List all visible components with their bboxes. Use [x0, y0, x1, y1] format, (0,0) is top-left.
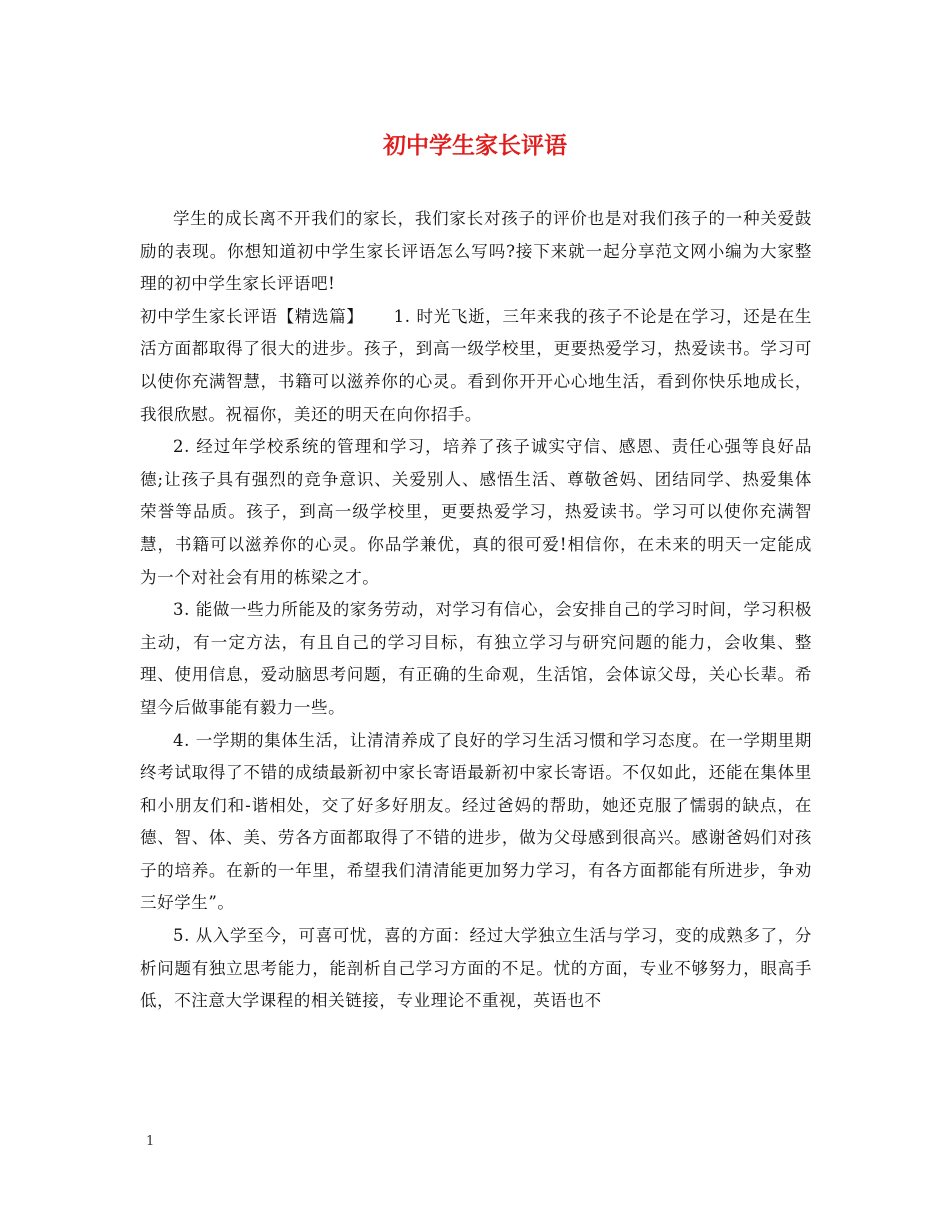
- document-body: [140, 203, 812, 1018]
- item-5-paragraph: 5. 从入学至今，可喜可忧，喜的方面：经过大学独立生活与学习，变的成熟多了，分析问题有独立思考能力，能剖析自己学习方面的不足。忧的方面，专业不够努力，眼高手低，不注意大学课程的相关链接，专业理论不重视，英语也不: [140, 926, 812, 1011]
- document-title: 初中学生家长评语: [383, 132, 567, 159]
- page-number: 1: [146, 1134, 155, 1149]
- item-3-paragraph: 3. 能做一些力所能及的家务劳动，对学习有信心，会安排自己的学习时间，学习积极主动，有一定方法，有且自己的学习目标，有独立学习与研究问题的能力，会收集、整理、使用信息，爱动脑思考问题，有正确的生命观，生活馆，会体谅父母，关心长辈。希望今后做事能有毅力一些。: [140, 600, 812, 717]
- section-paragraph-1: [140, 301, 812, 431]
- section-heading: 初中学生家长评语【精选篇】: [140, 306, 364, 326]
- item-1-text: 1. 时光飞逝，三年来我的孩子不论是在学习，还是在生活方面都取得了很大的进步。孩子，到高一级学校里，更要热爱学习，热爱读书。学习可以使你充满智慧，书籍可以滋养你的心灵。看到你开开心心地生活，看到你快乐地成长，我很欣慰。祝福你，美还的明天在向你招手。: [140, 306, 812, 424]
- item-2-paragraph: 2. 经过年学校系统的管理和学习，培养了孩子诚实守信、感恩、责任心强等良好品德;让孩子具有强烈的竞争意识、关爱别人、感悟生活、尊敬爸妈、团结同学、热爱集体荣誉等品质。孩子，到高一级学校里，更要热爱学习，热爱读书。学习可以使你充满智慧，书籍可以滋养你的心灵。你品学兼优，真的很可爱!相信你，在未来的明天一定能成为一个对社会有用的栋梁之才。: [140, 437, 812, 587]
- intro-paragraph: 学生的成长离不开我们的家长，我们家长对孩子的评价也是对我们孩子的一种关爱鼓励的表现。你想知道初中学生家长评语怎么写吗?接下来就一起分享范文网小编为大家整理的初中学生家长评语吧!: [140, 209, 812, 294]
- item-4-paragraph: 4. 一学期的集体生活，让清清养成了良好的学习生活习惯和学习态度。在一学期里期终考试取得了不错的成绩最新初中家长寄语最新初中家长寄语。不仅如此，还能在集体里和小朋友们和-谐相处，交了好多好朋友。经过爸妈的帮助，她还克服了懦弱的缺点，在德、智、体、美、劳各方面都取得了不错的进步，做为父母感到很高兴。感谢爸妈们对孩子的培养。在新的一年里，希望我们清清能更加努力学习，有各方面都能有所进步，争劝三好学生”。: [140, 730, 812, 913]
